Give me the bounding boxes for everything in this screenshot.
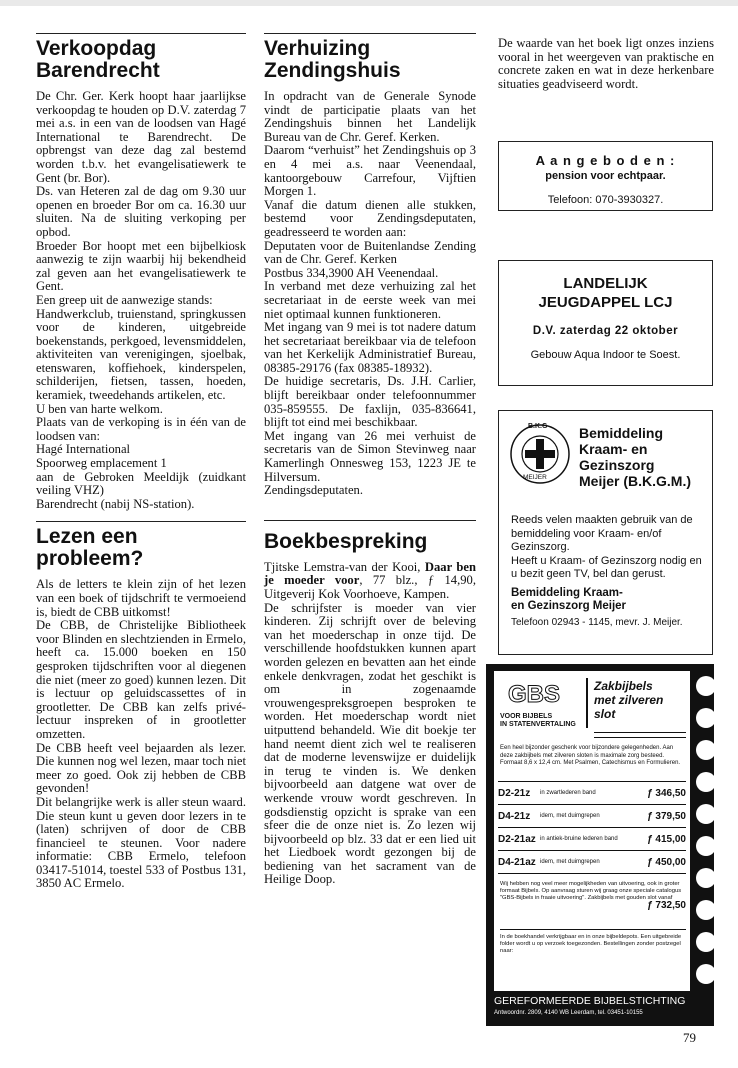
article-body-lezen (36, 578, 246, 891)
note-text: Wij hebben nog veel meer mogelijkheden van uitvoering, ook in groter formaat Bijbels. Op aanvraag sturen wij graag onze speciale catalogus "GBS-Bijbels in fraaie uitvoering". Zakbijbels met gouden slot vanaf (500, 881, 682, 901)
paragraph: De huidige secretaris, Ds. J.H. Carlier, blijft bereikbaar onder telefoonnummer 035-859555. De faxlijn, 035-836641, blijft tot eind mei beschikbaar. (264, 374, 476, 430)
price-desc: in zwartlederen band (540, 790, 596, 796)
column-1 (36, 33, 246, 891)
gbs-panel (494, 671, 690, 991)
article-continuation: De waarde van het boek ligt onzes inziens vooral in het weergeven van praktische en concrete zaken en wat in deze herkenbare situaties geadviseerd wordt. (498, 36, 714, 91)
gbs-logo-sub (500, 713, 576, 729)
column-rule (36, 33, 246, 34)
book-author: Tjitske Lemstra-van der Kooi, (264, 559, 425, 574)
punch-hole (696, 868, 714, 888)
article-body-verhuizing (264, 90, 476, 498)
price-code: D2-21z (498, 787, 531, 799)
bkgm-name: Bemiddeling Kraam- (511, 586, 623, 599)
title-line: Boekbespreking (264, 529, 428, 553)
price-row (498, 827, 686, 850)
column-3 (498, 37, 714, 91)
logo-word: MEIJER (523, 474, 547, 481)
ad-title-line: LANDELIJK (563, 275, 648, 292)
paragraph: Spoorweg emplacement 1 (36, 456, 167, 471)
headline-line: met zilveren (594, 693, 664, 707)
paragraph: U ben van harte welkom. (36, 401, 163, 416)
title-line: Meijer (B.K.G.M.) (579, 473, 692, 489)
gbs-headline (594, 679, 663, 721)
paragraph: Daarom “verhuist” het Zendingshuis op 3 en 4 mei a.s. naar Veenendaal, kantoorgebouw Carrefour, Vijftien Morgen 1. (264, 143, 476, 199)
decor-line (594, 732, 686, 738)
title-line: Lezen een (36, 525, 138, 549)
paragraph: Hagé International (36, 442, 131, 457)
price-amount: ƒ 346,50 (647, 787, 686, 799)
paragraph: Postbus 334,3900 AH Veenendaal. (264, 265, 439, 280)
gbs-shop: In de boekhandel verkrijgbaar en in onze bijbeldepots. Een uitgebreide folder wordt u op verzoek toegezonden. Bestellingen zonder postzegel naar: (500, 929, 686, 955)
logo-sub-line: VOOR BIJBELS (500, 713, 553, 720)
punch-hole (696, 836, 714, 856)
title-line: Verkoopdag (36, 37, 157, 60)
paragraph: De CBB, de Christelijke Bibliotheek voor Blinden en slechtzienden in Ermelo, heeft ca. 15.000 boeken en 150 gesproken tijdschriften voor al diegenen die niet (meer zo goed) kunnen lezen. Dit is lectuur op geluidscassettes of in grootletter. De CBB kan zelfs privé-lectuur inspreken of in grootletter omzetten. (36, 618, 246, 741)
bkgm-name: en Gezinszorg Meijer (511, 600, 627, 612)
punch-hole (696, 676, 714, 696)
price-code: D4-21az (498, 856, 536, 868)
note-price: ƒ 732,50 (647, 900, 686, 911)
price-desc: in antiek-bruine lederen band (540, 836, 618, 842)
price-row (498, 804, 686, 827)
ad-jeugdappel (498, 260, 713, 386)
article-title-lezen (36, 526, 246, 570)
gbs-intro: Een heel bijzonder geschenk voor bijzondere gelegenheden. Aan deze zakbijbels met zilveren sloten is maximale zorg besteed. Formaat 8,6 x 12,4 cm. Met Psalmen, Catechismus en Formulieren. (500, 745, 681, 766)
ad-pension (498, 141, 713, 211)
article-title-boekbespreking (264, 531, 476, 553)
column-rule (36, 521, 246, 522)
article-body-boekbespreking (264, 561, 476, 887)
punch-hole (696, 900, 714, 920)
bkgm-text: Reeds velen maakten gebruik van de bemiddeling voor Kraam- en/of Gezinszorg. (511, 514, 693, 553)
paragraph: Met ingang van 26 mei verhuist de secretaris van de Simon Stevinweg naar Kamerlingh Onnesweg 153, 1223 JE te Hilversum. (264, 428, 476, 484)
paragraph: Als de letters te klein zijn of het lezen van een boek of tijdschrift te vermoeiend is, biedt de CBB uitkomst! (36, 577, 246, 619)
price-amount: ƒ 415,00 (647, 833, 686, 845)
punch-hole (696, 932, 714, 952)
title-line: Barendrecht (36, 59, 160, 82)
paragraph: De schrijfster is moeder van vier kinderen. Zij schrijft over de beleving van het moederschap in onze tijd. De verschillende hoofdstukken kunnen apart worden gelezen en bevatten aan het einde enkele denkvragen, zodat het geschikt is om in zogenaamde vrouwengespreksgroepen besproken te worden. Het moederschap wordt niet uitputtend behandeld. Wie dit boekje ter hand neemt dient zich wel te realiseren dat de moderne levenswijze er duidelijk in terug te vinden is. We denken bijvoorbeeld aan datgene wat over de werkende vrouw wordt geschreven. In godsdienstig opzicht is sprake van een sfeer die de onze niet is. Zo lezen wij bijvoorbeeld op blz. 33 dat er een lied uit het Liedboek wordt gezongen bij de bediening van het sacrament van de Heilige Doop. (264, 600, 476, 887)
ad-title-line: JEUGDAPPEL LCJ (538, 294, 673, 311)
page-number: 79 (683, 1030, 696, 1045)
column-rule (264, 33, 476, 34)
gbs-note (500, 881, 686, 909)
logo-letters: B.K.G (528, 423, 548, 430)
punch-hole (696, 708, 714, 728)
title-line: Gezinszorg (579, 457, 655, 473)
bkgm-body (511, 514, 707, 629)
gbs-address: Antwoordnr. 2809, 4140 WB Leerdam, tel. 03451-10155 (494, 1010, 643, 1016)
punch-hole (696, 772, 714, 792)
price-row (498, 781, 686, 804)
column-2 (264, 33, 476, 887)
ad-subheading: pension voor echtpaar. (545, 170, 666, 182)
headline-line: Zakbijbels (594, 679, 653, 693)
article-title-verkoopdag (36, 38, 246, 82)
paragraph: De Chr. Ger. Kerk hoopt haar jaarlijkse verkoopdag te houden op D.V. zaterdag 7 mei a.s. in een van de loodsen van Hagé International te Barendrecht. De opbrengst van deze dag zal bestemd worden t.b.v. het evangelisatiewerk te Gent (br. Bor). (36, 89, 246, 185)
ad-gbs (486, 664, 714, 1026)
paragraph: Handwerkclub, truienstand, springkussen voor de kinderen, uitgebreide boekenstands, perkgoed, levensmiddelen, aktiviteiten van verenigingen, sjoelbak, etenswaren, koffiehoek, kinderspelen, schilderijen, fietsen, tassen, hoeden, keramiek, tweedehands artikelen, etc. (36, 306, 246, 403)
paragraph: Deputaten voor de Buitenlandse Zending van de Chr. Geref. Kerken (264, 238, 476, 267)
punch-hole (696, 964, 714, 984)
price-amount: ƒ 450,00 (647, 856, 686, 868)
paragraph: Vanaf die datum dienen alle stukken, bestemd voor Zendingsdeputaten, geadresseerd te worden aan: (264, 197, 476, 239)
price-desc: idem, met duimgrepen (540, 813, 600, 819)
paragraph: aan de Gebroken Meeldijk (zuidkant veiling VHZ) (36, 469, 246, 498)
gbs-price-table (498, 781, 686, 874)
book-details: , 77 blz., ƒ 14,90, Uitgeverij Kok Voorhoeve, Kampen. (264, 573, 476, 601)
logo-sub-line: IN STATENVERTALING (500, 721, 576, 728)
book-title: Daar ben je moeder voor (264, 559, 476, 588)
price-desc: idem, met duimgrepen (540, 859, 600, 865)
price-amount: ƒ 379,50 (647, 810, 686, 822)
paragraph: Barendrecht (nabij NS-station). (36, 496, 195, 511)
paragraph: Dit belangrijke werk is aller steun waard. Die steun kunt u geven door lezers in te (laten) schrijven of door de CBB financieel te steunen. Voor nadere informatie: CBB Ermelo, telefoon 03417-51014, toestel 533 of Postbus 131, 3850 AC Ermelo. (36, 794, 246, 891)
article-body-verkoopdag (36, 90, 246, 511)
paragraph: Een greep uit de aanwezige stands: (36, 292, 213, 307)
price-row (498, 850, 686, 874)
price-code: D2-21az (498, 833, 536, 845)
gbs-divider (586, 678, 588, 728)
paragraph: Zendingsdeputaten. (264, 483, 363, 498)
paragraph: In opdracht van de Generale Synode vindt de participatie plaats van het Zendingshuis binnen het Landelijk Bureau van de Chr. Geref. Kerken. (264, 89, 476, 144)
price-code: D4-21z (498, 810, 531, 822)
paragraph (264, 561, 476, 602)
paragraph: Broeder Bor hoopt met een bijbelkiosk aanwezig te zijn waarbij hij bekendheid zal geven aan het evangelisatiewerk te Gent. (36, 238, 246, 294)
paragraph: De CBB heeft veel bejaarden als lezer. Die kunnen nog wel lezen, maar toch niet meer zo goed. Ook zij hebben de CBB gevonden! (36, 740, 246, 796)
column-rule (264, 520, 476, 521)
gbs-logo: GBS (508, 681, 561, 708)
headline-line: slot (594, 707, 616, 721)
article-title-verhuizing (264, 38, 476, 82)
ad-bkgm (498, 410, 713, 655)
ad-phone: Telefoon: 070-3930327. (547, 194, 664, 206)
title-line: probleem? (36, 547, 144, 571)
paragraph: In verband met deze verhuizing zal het secretariaat in de eerste week van mei niet optimaal kunnen funktioneren. (264, 279, 476, 321)
page-top-band (0, 0, 738, 6)
bkgm-text: Heeft u Kraam- of Gezinszorg nodig en u bezit geen TV, bel dan gerust. (511, 554, 702, 580)
title-line: Bemiddeling (579, 425, 664, 441)
title-line: Zendingshuis (264, 59, 401, 82)
bkgm-contact: Telefoon 02943 - 1145, mevr. J. Meijer. (511, 616, 683, 628)
ad-heading: A a n g e b o d e n : (535, 153, 676, 168)
ad-date: D.V. zaterdag 22 oktober (532, 325, 679, 337)
title-line: Verhuizing (264, 37, 371, 60)
paragraph: Ds. van Heteren zal de dag om 9.30 uur openen en broeder Bor om ca. 16.30 uur sluiten. Na de sluiting verkoping per opbod. (36, 184, 246, 239)
paragraph: Met ingang van 9 mei is tot nadere datum het secretariaat bereikbaar via de telefoon van het Kerkelijk Administratief Bureau, 08385-29176 (fax 08385-18932). (264, 320, 476, 375)
paragraph: Plaats van de verkoping is in één van de loodsen van: (36, 415, 246, 443)
title-line: Kraam- en (579, 441, 648, 457)
ad-venue: Gebouw Aqua Indoor te Soest. (530, 349, 681, 361)
bkgm-title (579, 425, 691, 489)
punch-hole (696, 740, 714, 760)
punch-hole (696, 804, 714, 824)
gbs-org: GEREFORMEERDE BIJBELSTICHTING (494, 995, 686, 1007)
